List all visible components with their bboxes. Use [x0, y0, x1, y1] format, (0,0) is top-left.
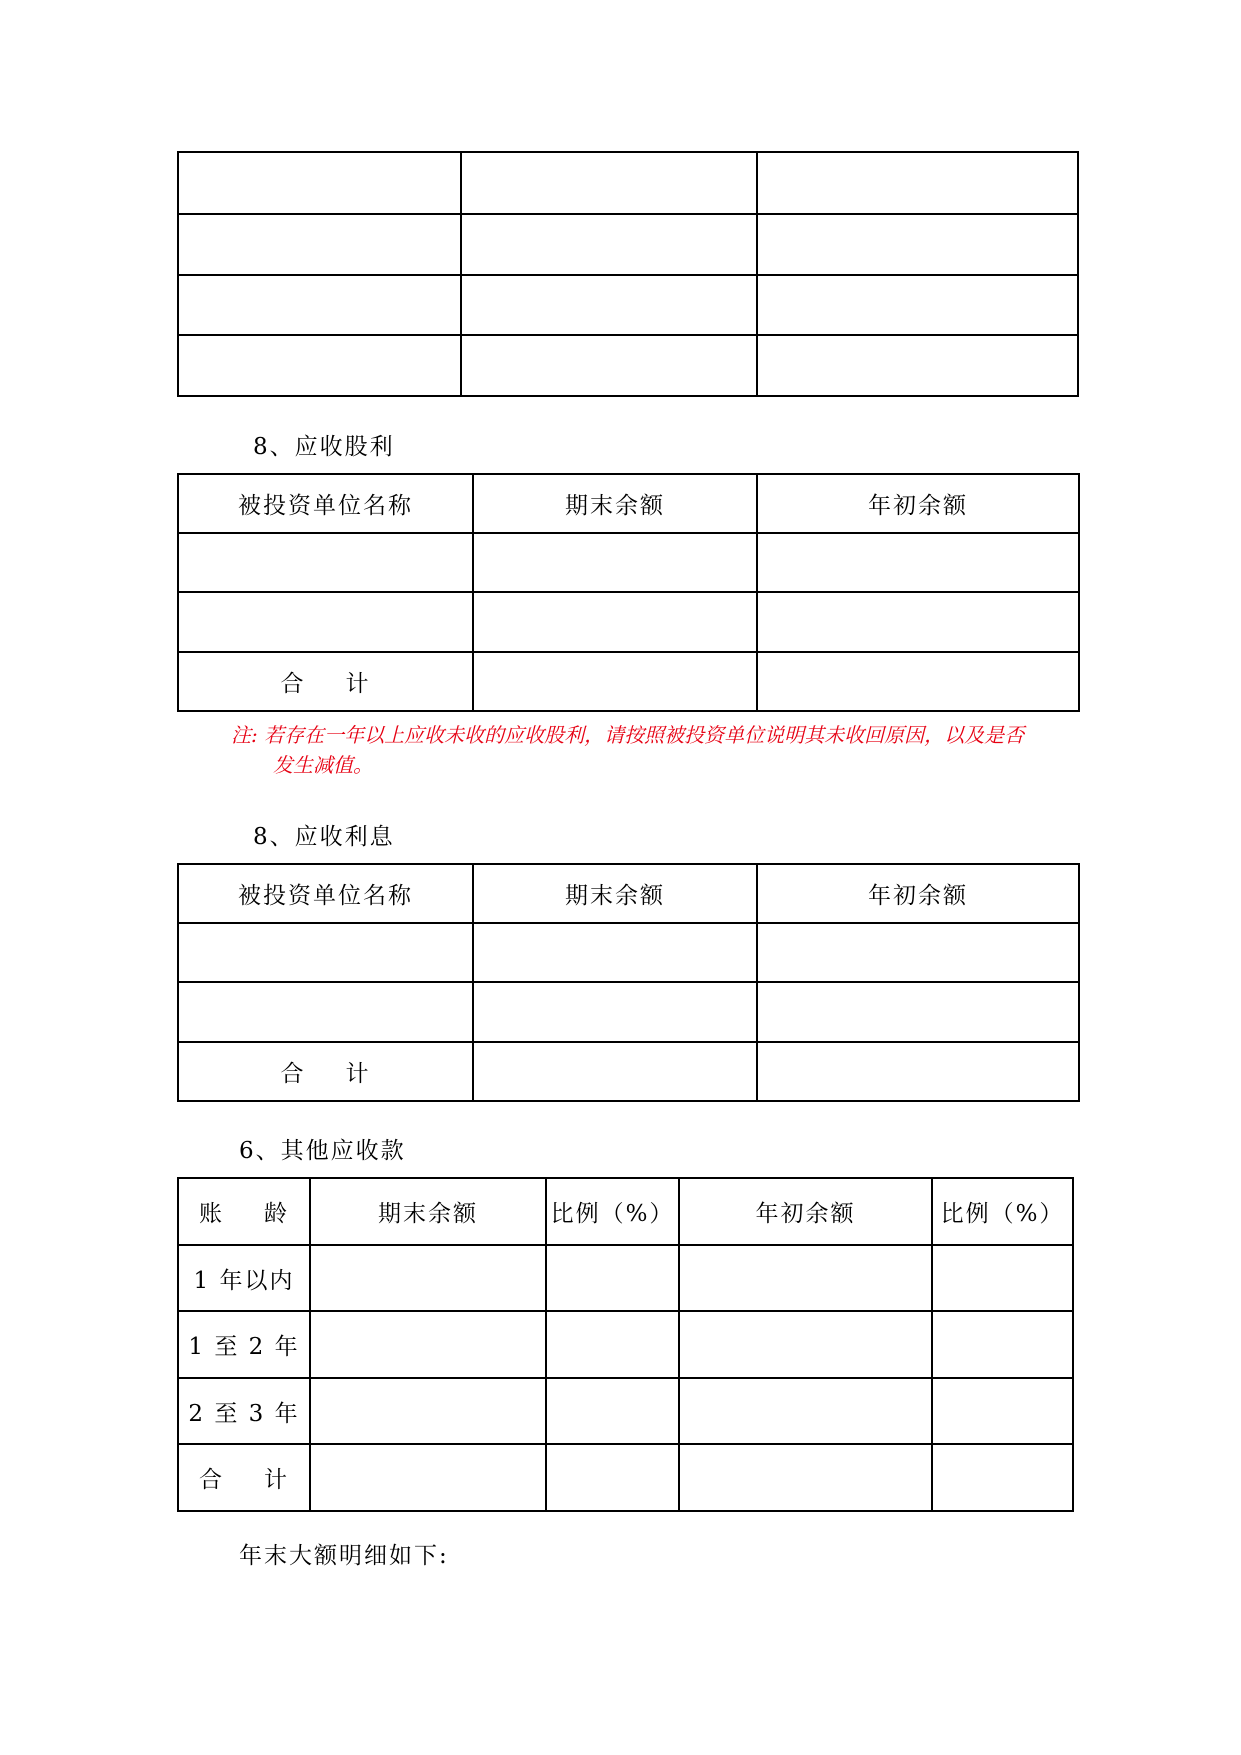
- header-age: 账 龄: [178, 1178, 310, 1245]
- table-cell: [546, 1311, 679, 1378]
- row-label-2-to-3-years: 2 至 3 年: [178, 1378, 310, 1444]
- table-cell: [679, 1378, 932, 1444]
- header-closing-balance: 期末余额: [310, 1178, 546, 1245]
- table-cell: [932, 1245, 1073, 1311]
- table-cell: [932, 1444, 1073, 1511]
- closing-text: 年末大额明细如下:: [239, 1543, 449, 1569]
- row-label-within-1-year: 1 年以内: [178, 1245, 310, 1311]
- table-cell: [178, 275, 461, 335]
- table-cell: [757, 214, 1078, 275]
- table-cell: [757, 982, 1079, 1042]
- table-cell: [473, 982, 757, 1042]
- dividends-table: [177, 473, 1080, 712]
- table-cell: [178, 533, 473, 592]
- header-opening-balance: 年初余额: [757, 864, 1079, 923]
- table-cell: [473, 652, 757, 711]
- table-cell: [679, 1311, 932, 1378]
- header-closing-ratio: 比例（%）: [546, 1178, 679, 1245]
- table-cell: [757, 275, 1078, 335]
- total-label: 合 计: [178, 1042, 473, 1101]
- header-closing-balance: 期末余额: [473, 474, 757, 533]
- total-label: 合 计: [178, 1444, 310, 1511]
- table-cell: [461, 335, 757, 396]
- table-cell: [461, 152, 757, 214]
- row-label-1-to-2-years: 1 至 2 年: [178, 1311, 310, 1378]
- table-cell: [473, 1042, 757, 1101]
- header-opening-balance: 年初余额: [757, 474, 1079, 533]
- table-cell: [310, 1311, 546, 1378]
- table-cell: [932, 1311, 1073, 1378]
- table-cell: [679, 1245, 932, 1311]
- header-opening-balance: 年初余额: [679, 1178, 932, 1245]
- table-cell: [473, 592, 757, 652]
- table-cell: [473, 923, 757, 982]
- header-opening-ratio: 比例（%）: [932, 1178, 1073, 1245]
- interest-table: [177, 863, 1080, 1102]
- table-cell: [546, 1245, 679, 1311]
- table-cell: [178, 982, 473, 1042]
- table-cell: [757, 652, 1079, 711]
- blank-table-top: [177, 151, 1079, 397]
- table-cell: [178, 214, 461, 275]
- table-cell: [473, 533, 757, 592]
- table-cell: [310, 1378, 546, 1444]
- table-cell: [757, 533, 1079, 592]
- section-title-other-receivables: 6、其他应收款: [239, 1138, 406, 1164]
- table-cell: [310, 1444, 546, 1511]
- section-title-interest: 8、应收利息: [253, 824, 395, 850]
- table-cell: [178, 592, 473, 652]
- dividends-note: 注: 若存在一年以上应收未收的应收股利，请按照被投资单位说明其未收回原因，以及是否 发生减值。: [231, 723, 1025, 777]
- table-cell: [178, 152, 461, 214]
- header-investee-name: 被投资单位名称: [178, 864, 473, 923]
- table-cell: [461, 275, 757, 335]
- other-receivables-table: [177, 1177, 1074, 1512]
- table-cell: [757, 335, 1078, 396]
- table-cell: [178, 335, 461, 396]
- table-cell: [679, 1444, 932, 1511]
- table-cell: [932, 1378, 1073, 1444]
- table-cell: [310, 1245, 546, 1311]
- table-cell: [757, 592, 1079, 652]
- header-closing-balance: 期末余额: [473, 864, 757, 923]
- table-cell: [757, 1042, 1079, 1101]
- total-label: 合 计: [178, 652, 473, 711]
- table-cell: [461, 214, 757, 275]
- table-cell: [546, 1378, 679, 1444]
- section-title-dividends: 8、应收股利: [253, 434, 395, 460]
- header-investee-name: 被投资单位名称: [178, 474, 473, 533]
- table-cell: [757, 152, 1078, 214]
- table-cell: [178, 923, 473, 982]
- table-cell: [757, 923, 1079, 982]
- table-cell: [546, 1444, 679, 1511]
